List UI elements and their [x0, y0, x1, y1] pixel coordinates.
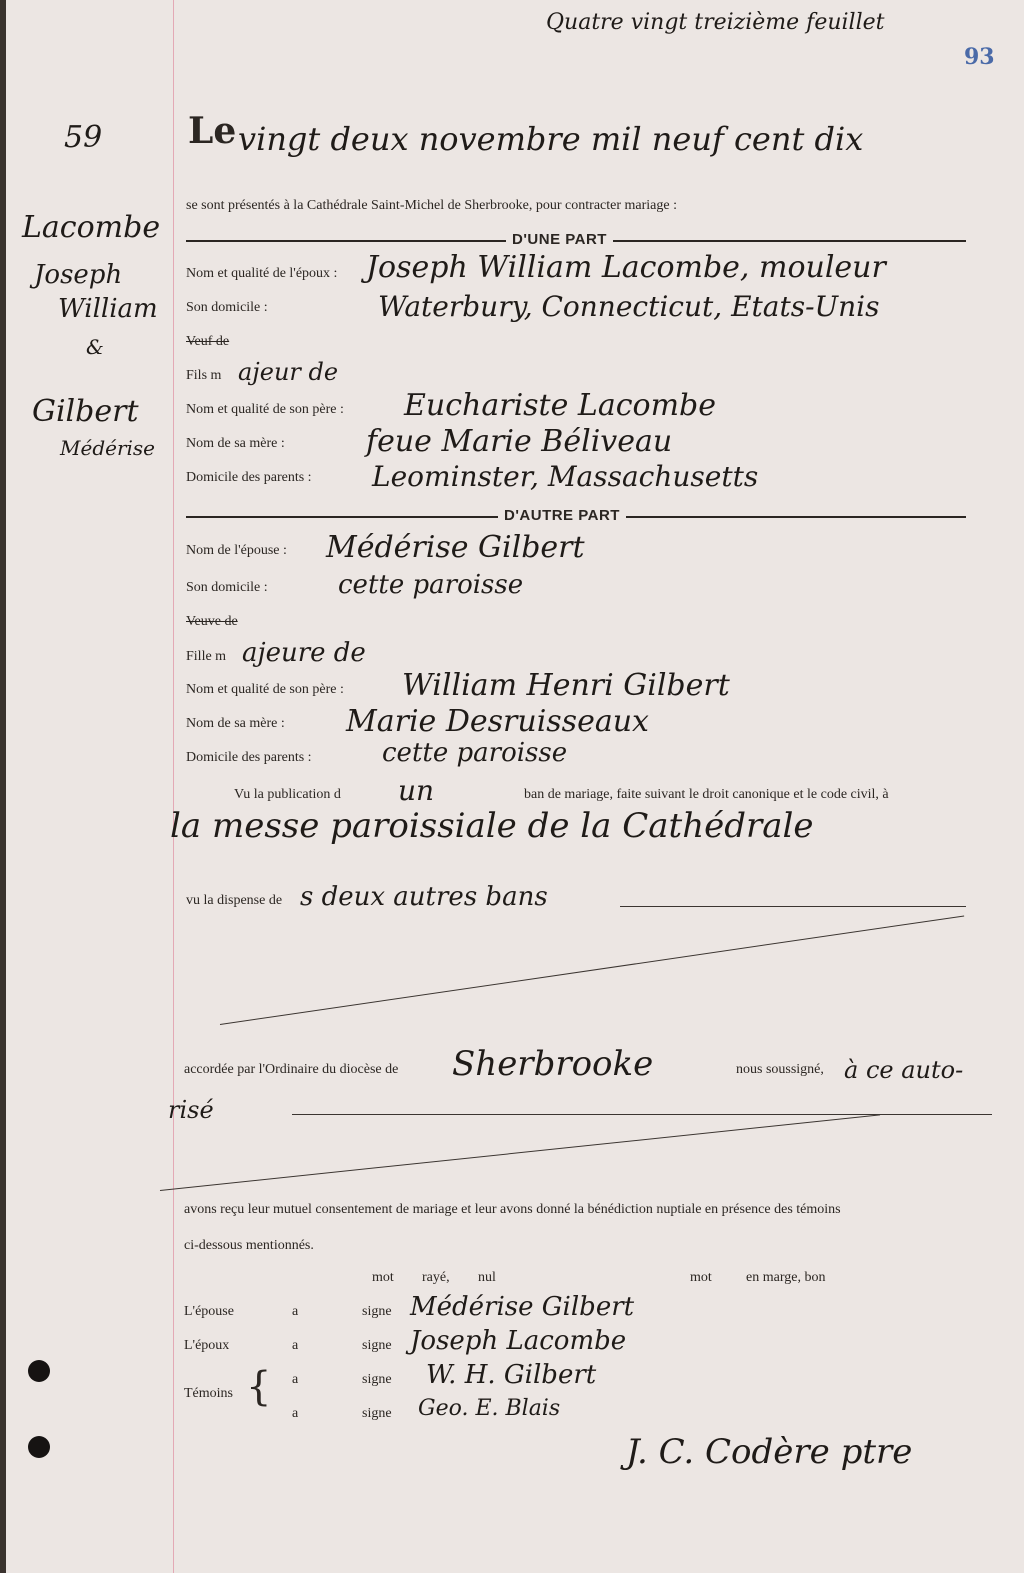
raye-label: rayé,	[422, 1270, 450, 1285]
groom-domicile-value: Waterbury, Connecticut, Etats-Unis	[378, 290, 880, 323]
publication-text: ban de mariage, faite suivant le droit canonique et le code civil, à	[524, 787, 889, 802]
sig-bride-value: Médérise Gilbert	[410, 1292, 635, 1322]
bride-daughter-label: Fille m	[186, 649, 227, 664]
groom-mother-value: feue Marie Béliveau	[366, 424, 673, 459]
dispensation-value: s deux autres bans	[300, 882, 548, 912]
bride-domicile-label: Son domicile :	[186, 580, 268, 595]
sig-bride-signe: signe	[362, 1304, 392, 1319]
granted-label: accordée par l'Ordinaire du diocèse de	[184, 1062, 399, 1077]
sig-witness2-value: Geo. E. Blais	[418, 1396, 561, 1421]
margin-bride-first: Médérise	[60, 436, 156, 460]
sig-bride-label: L'épouse	[184, 1304, 234, 1319]
nul-label: nul	[478, 1270, 496, 1285]
dispensation-label: vu la dispense de	[186, 893, 283, 908]
bride-parents-domicile-label: Domicile des parents :	[186, 750, 312, 765]
top-note: Quatre vingt treizième feuillet	[546, 10, 885, 35]
le-heading: Le	[188, 110, 237, 152]
consent-line-2: ci-dessous mentionnés.	[184, 1238, 314, 1253]
record-date: vingt deux novembre mil neuf cent dix	[238, 120, 864, 158]
margin-groom-surname: Lacombe	[22, 210, 161, 245]
undersigned-label: nous soussigné,	[736, 1062, 824, 1077]
bride-name-label: Nom de l'épouse :	[186, 543, 287, 558]
intro-text: se sont présentés à la Cathédrale Saint-Michel de Sherbrooke, pour contracter mariage :	[186, 198, 677, 213]
sig-groom-label: L'époux	[184, 1338, 230, 1353]
groom-mother-label: Nom de sa mère :	[186, 436, 285, 451]
sig-witness1-signe: signe	[362, 1372, 392, 1387]
binding-hole-2	[28, 1436, 50, 1458]
mot-label-1: mot	[372, 1270, 394, 1285]
sig-witness1-value: W. H. Gilbert	[426, 1360, 597, 1390]
groom-son-label: Fils m	[186, 368, 222, 383]
page-number: 93	[964, 44, 995, 70]
groom-domicile-label: Son domicile :	[186, 300, 268, 315]
autre-part-heading: D'AUTRE PART	[498, 507, 626, 524]
authorized-value: à ce auto-	[844, 1056, 964, 1084]
granted-diocese: Sherbrooke	[452, 1044, 654, 1084]
binding-hole-1	[28, 1360, 50, 1382]
publication-place: la messe paroissiale de la Cathédrale	[170, 806, 814, 846]
bride-mother-value: Marie Desruisseaux	[346, 704, 649, 739]
groom-father-value: Eucharistе Lacombe	[404, 388, 716, 423]
authorized-value-cont: risé	[168, 1096, 214, 1124]
bride-father-label: Nom et qualité de son père :	[186, 682, 344, 697]
groom-name-value: Joseph William Lacombe, mouleur	[366, 250, 886, 285]
cancel-stroke-2	[160, 1114, 880, 1191]
authorized-line	[292, 1114, 992, 1115]
sig-groom-a: a	[292, 1338, 299, 1353]
margin-bride-surname: Gilbert	[32, 394, 139, 429]
margin-rule	[173, 0, 174, 1573]
groom-parents-domicile-label: Domicile des parents :	[186, 470, 312, 485]
en-marge-label: en marge, bon	[746, 1270, 826, 1285]
groom-parents-domicile-value: Leominster, Massachusetts	[372, 460, 759, 493]
sig-bride-a: a	[292, 1304, 299, 1319]
sig-groom-value: Joseph Lacombe	[410, 1326, 627, 1356]
bride-daughter-value: ajeure de	[242, 638, 366, 668]
groom-widower-label: Veuf de	[186, 334, 230, 349]
bride-domicile-value: cette paroisse	[338, 570, 524, 600]
publication-count: un	[398, 774, 435, 807]
bride-name-value: Médérise Gilbert	[326, 530, 585, 565]
groom-father-label: Nom et qualité de son père :	[186, 402, 344, 417]
bride-mother-label: Nom de sa mère :	[186, 716, 285, 731]
witnesses-label: Témoins	[184, 1386, 233, 1401]
consent-line-1: avons reçu leur mutuel consentement de mariage et leur avons donné la bénédiction nuptiale en présence des témoins	[184, 1202, 841, 1217]
entry-number: 59	[64, 120, 103, 155]
bride-father-value: William Henri Gilbert	[402, 668, 730, 703]
groom-name-label: Nom et qualité de l'époux :	[186, 266, 338, 281]
publication-label: Vu la publication d	[234, 787, 341, 802]
groom-son-value: ajeur de	[238, 358, 339, 386]
bride-parents-domicile-value: cette paroisse	[382, 738, 568, 768]
dispensation-line	[620, 906, 966, 907]
sig-witness2-a: a	[292, 1406, 299, 1421]
witness-brace: {	[246, 1364, 272, 1410]
register-page	[6, 0, 1024, 1573]
sig-witness1-a: a	[292, 1372, 299, 1387]
bride-widow-label: Veuve de	[186, 614, 238, 629]
une-part-heading: D'UNE PART	[506, 231, 613, 248]
sig-witness2-signe: signe	[362, 1406, 392, 1421]
margin-groom-first: Joseph	[34, 260, 123, 290]
margin-groom-second: William	[58, 294, 158, 324]
cancel-stroke-1	[220, 915, 964, 1025]
mot-label-2: mot	[690, 1270, 712, 1285]
priest-signature: J. C. Codère ptre	[626, 1432, 913, 1472]
margin-ampersand: &	[86, 335, 104, 359]
sig-groom-signe: signe	[362, 1338, 392, 1353]
